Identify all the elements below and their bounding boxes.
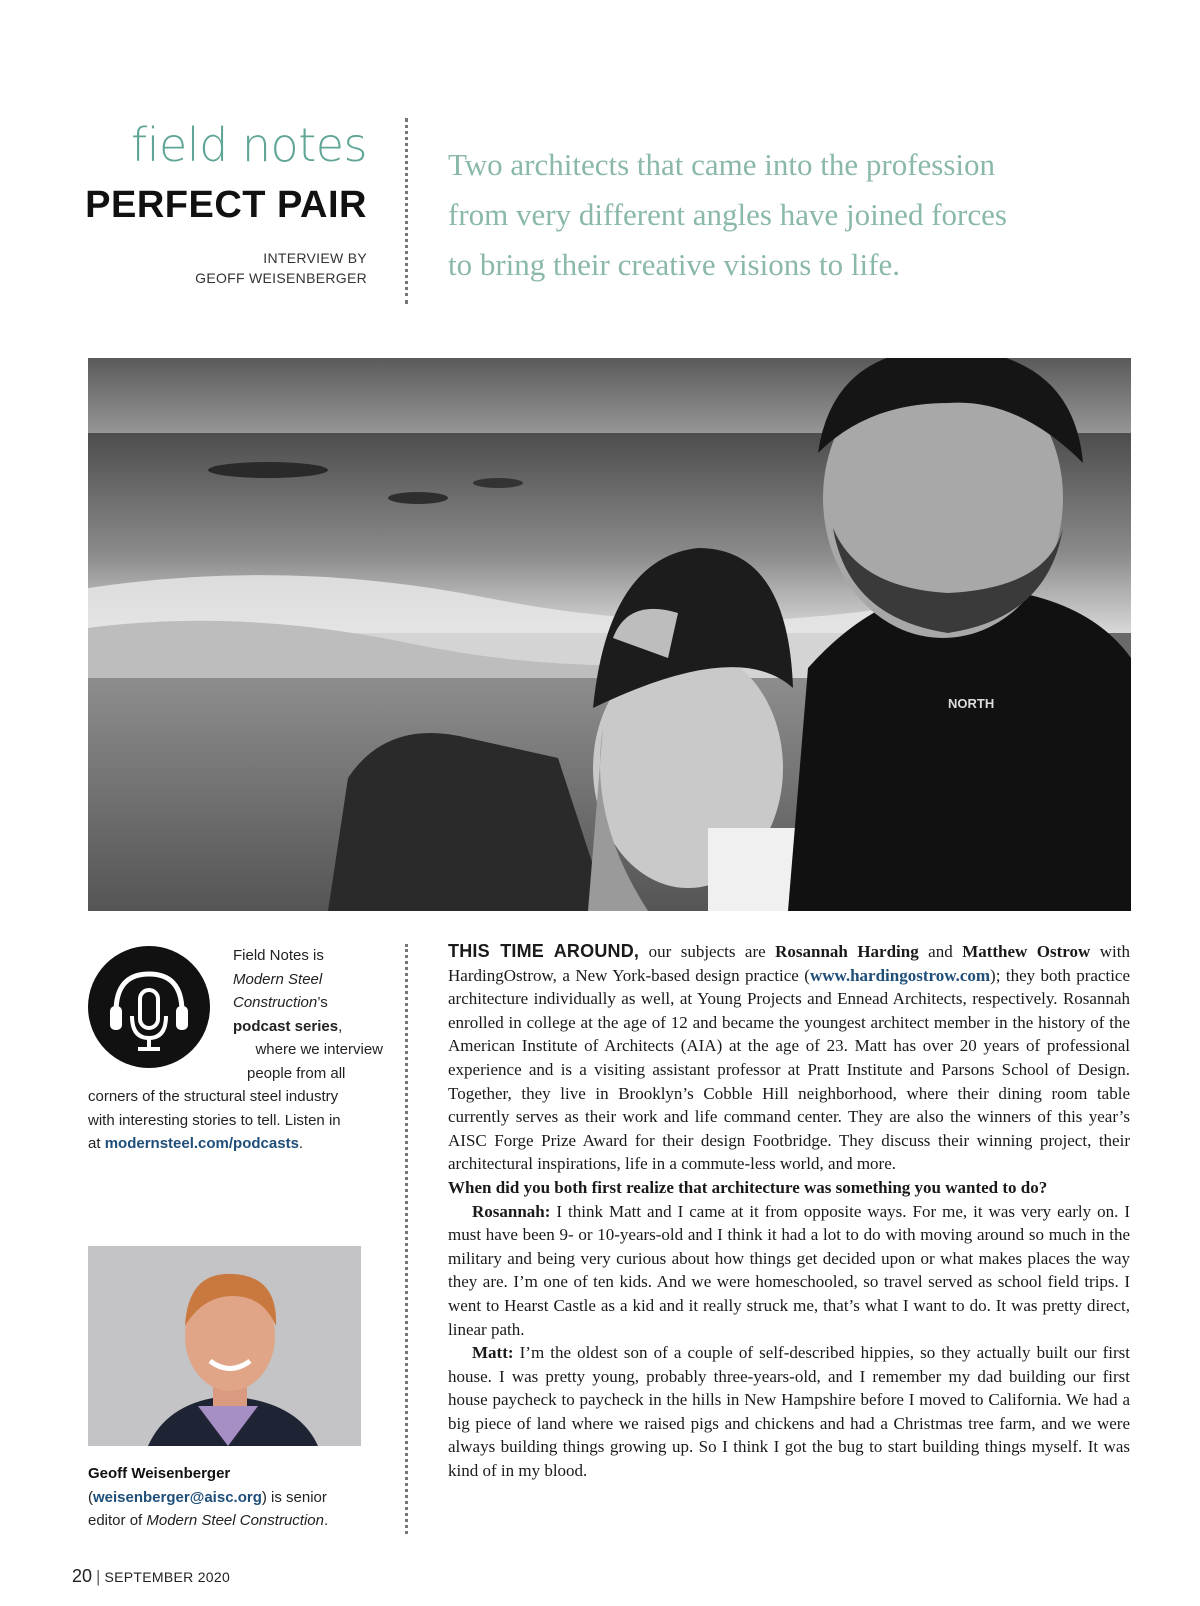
podcast-series-label: podcast series — [233, 1017, 339, 1035]
footer-separator: | — [96, 1567, 101, 1586]
article-headline: PERFECT PAIR — [85, 184, 367, 226]
speaker-label: Matt: — [472, 1343, 514, 1363]
byline-label: INTERVIEW BY — [263, 250, 367, 266]
dotted-divider-column — [405, 944, 408, 1534]
comma: , — [338, 1017, 343, 1035]
podcast-line-3 — [233, 991, 383, 1015]
author-line-2 — [88, 1486, 388, 1510]
article-deck — [448, 140, 1008, 290]
deck-line-3: to bring their creative visions to life. — [448, 247, 900, 282]
podcast-line-7: corners of the structural steel industry — [88, 1088, 339, 1105]
intro-text-b: and — [918, 942, 963, 961]
podcast-line-4 — [233, 1015, 383, 1039]
intro-text-d: ); they both practice architecture individually as well, at Young Projects and Ennead Architects, respectively. Rosannah enrolled in college at the age of 12 and became the youngest architect member in the history of the American Institute of Architects (AIA) at the age of 23. Matt has over 20 years of professional experience and is a visiting assistant professor at Pratt Institute and Parsons School of Design. Together, they live in Brooklyn’s Cobble Hill neighborhood, where their dining room table currently serves as their work and life command center. They are also the winners of this year’s AISC Forge Prize Award for their design Footbridge. They discuss their winning project, their architectural inspirations, life in a commute-less world, and more. — [448, 965, 1131, 1174]
podcast-link[interactable]: modernsteel.com/podcasts — [104, 1135, 299, 1152]
deck-line-2: from very different angles have joined forces — [448, 197, 1007, 232]
author-line-3 — [88, 1509, 388, 1533]
podcast-microphone-headphones-icon — [88, 946, 210, 1068]
author-headshot-photo — [88, 1246, 361, 1446]
dotted-divider-top — [405, 118, 408, 304]
editor-of: editor of — [88, 1512, 147, 1529]
podcast-line-6: people from all — [247, 1064, 346, 1082]
intro-text-c: with HardingOstrow, a New York-based design practice ( — [448, 942, 1130, 985]
article-body — [448, 940, 1130, 1483]
intro-text-a: our subjects are — [639, 942, 776, 961]
page-number: 20 — [72, 1566, 93, 1586]
podcast-line-8: with interesting stories to tell. Listen in — [88, 1111, 341, 1129]
podcast-at: at — [88, 1135, 105, 1152]
article-header — [60, 118, 367, 288]
byline — [60, 248, 367, 288]
podcast-line-1: Field Notes is — [233, 947, 324, 964]
issue-date: SEPTEMBER 2020 — [104, 1569, 231, 1585]
speaker-label: Rosannah: — [472, 1201, 551, 1221]
answer-matt — [448, 1341, 1130, 1483]
author-role: ) is senior — [261, 1488, 327, 1506]
author-name: Geoff Weisenberger — [88, 1465, 231, 1482]
period: . — [298, 1135, 304, 1152]
period: . — [323, 1512, 329, 1529]
podcast-line-5: where we interview — [255, 1041, 383, 1058]
publication-italic: Modern Steel Construction — [146, 1512, 324, 1529]
couple-beach-photo — [88, 358, 1131, 911]
possessive: ’s — [317, 994, 328, 1011]
author-bio — [88, 1462, 388, 1533]
podcast-blurb-narrow — [233, 944, 383, 1085]
intro-paragraph — [448, 940, 1130, 1176]
practice-website-link[interactable]: www.hardingostrow.com — [809, 965, 991, 985]
answer-text: I’m the oldest son of a couple of self-described hippies, so they actually built our first house. I was pretty young, probably three-years-old, and I remember my dad building our first house paycheck to paycheck in the hills in New Hampshire before I moved to California. We had a big piece of land where we raised pigs and chickens and had a Christmas tree farm, and we were always building things growing up. So I think I got the bug to start building things myself. It was kind of in my blood. — [448, 1343, 1130, 1481]
interview-question: When did you both first realize that architecture was something you wanted to do? — [448, 1177, 1048, 1197]
section-kicker: field notes — [131, 118, 367, 172]
subject-name-2: Matthew Ostrow — [962, 942, 1091, 961]
paren: ( — [88, 1488, 93, 1506]
publication-name: Modern Steel — [233, 970, 323, 988]
podcast-blurb-wide — [88, 1085, 388, 1156]
subject-name-1: Rosannah Harding — [775, 942, 919, 961]
byline-author: GEOFF WEISENBERGER — [195, 270, 367, 286]
author-email-link[interactable]: weisenberger@aisc.org — [93, 1488, 262, 1506]
jacket-logo-text: NORTH — [948, 696, 995, 711]
podcast-line-2 — [233, 968, 383, 992]
deck-line-1: Two architects that came into the profession — [448, 147, 996, 182]
answer-rosannah — [448, 1200, 1130, 1342]
page-footer — [72, 1566, 230, 1587]
podcast-line-9 — [88, 1132, 388, 1156]
publication-name-2: Construction — [233, 994, 318, 1011]
lead-in: THIS TIME AROUND, — [448, 941, 640, 961]
answer-text: I think Matt and I came at it from opposite ways. For me, it was very early on. I must have been 9- or 10-years-old and I think it had a lot to do with moving around so much in the military and being very curious about how things get decided upon or what makes places the way they are. I’m one of ten kids. And we were homeschooled, so travel served as school field trips. I went to Hearst Castle as a kid and it really struck me, that’s what I want to do. It was pretty direct, linear path. — [448, 1201, 1130, 1339]
